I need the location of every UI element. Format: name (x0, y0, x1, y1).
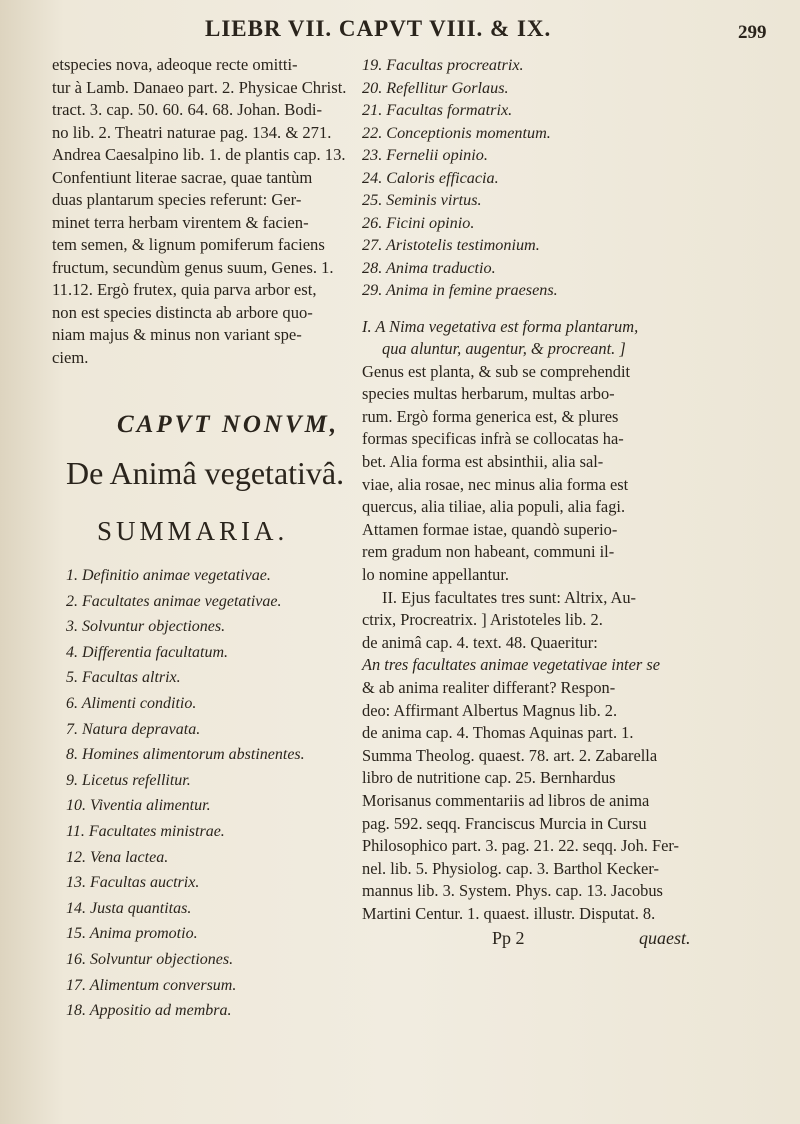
summary-item: 12. Vena lactea. (66, 848, 169, 866)
text-line: ctrix, Procreatrix. ] Aristoteles lib. 2. (362, 610, 603, 630)
summary-item: 3. Solvuntur objectiones. (66, 618, 226, 636)
summary-item: 11. Facultates ministrae. (66, 822, 225, 840)
page-footer (362, 926, 772, 950)
text-line: no lib. 2. Theatri naturae pag. 134. & 271. (52, 122, 332, 142)
text-line: lo nomine appellantur. (362, 565, 510, 585)
summary-item: 28. Anima traductio. (362, 258, 496, 277)
summary-item: 29. Anima in femine praesens. (362, 281, 558, 299)
left-column (52, 54, 352, 1024)
summary-item: 17. Alimentum conversum. (66, 976, 237, 994)
summary-item: 4. Differentia facultatum. (66, 643, 229, 661)
text-line: fructum, secundùm genus suum, Genes. 1. (52, 257, 334, 277)
running-head: LIEBR VII. CAPVT VIII. & IX. (205, 16, 552, 41)
summary-item: 10. Viventia alimentur. (66, 797, 211, 815)
text-line: duas plantarum species referunt: Ger- (52, 190, 302, 209)
text-line: viae, alia rosae, nec minus alia forma est (362, 474, 629, 494)
gap (362, 302, 772, 316)
text-line: tem semen, & lignum pomiferum faciens (52, 235, 325, 254)
text-line: mannus lib. 3. System. Phys. cap. 13. Jacobus (362, 881, 663, 901)
continued-text (52, 54, 352, 369)
text-line: An tres facultates animae vegetativae inter se (362, 655, 660, 675)
summary-item: 15. Anima promotio. (66, 925, 198, 943)
body-text (362, 316, 772, 926)
text-line: I. A Nima vegetativa est forma plantarum, (362, 316, 639, 336)
text-line: libro de nutritione cap. 25. Bernhardus (362, 768, 616, 788)
summary-item: 23. Fernelii opinio. (362, 146, 488, 164)
page-number: 299 (738, 22, 767, 43)
text-line: qua aluntur, augentur, & procreant. ] (382, 339, 626, 359)
chapter-subtitle: De Animâ vegetativâ. (66, 455, 345, 491)
text-line: tur à Lamb. Danaeo part. 2. Physicae Christ. (52, 77, 347, 97)
summary-item: 21. Facultas formatrix. (362, 101, 513, 119)
text-line: bet. Alia forma est absinthii, alia sal- (362, 452, 604, 472)
text-line: Attamen formae istae, quandò superio- (362, 519, 618, 539)
summary-list (52, 563, 352, 1024)
text-line: ciem. (52, 347, 89, 367)
text-line: Andrea Caesalpino lib. 1. de plantis cap. 13. (52, 145, 346, 164)
text-line: 11.12. Ergò frutex, quia parva arbor est, (52, 280, 317, 299)
summary-item: 7. Natura depravata. (66, 720, 201, 738)
summary-item: 9. Licetus refellitur. (66, 771, 191, 789)
summary-item: 26. Ficini opinio. (362, 213, 475, 232)
text-line: formas specificas infrà se collocatas ha- (362, 429, 624, 449)
text-line: rum. Ergò forma generica est, & plures (362, 406, 619, 426)
text-line: de animâ cap. 4. text. 48. Quaeritur: (362, 632, 598, 652)
page-header (0, 14, 800, 54)
text-line: de anima cap. 4. Thomas Aquinas part. 1. (362, 723, 634, 743)
summary-item: 2. Facultates animae vegetativae. (66, 592, 282, 610)
summary-item: 1. Definitio animae vegetativae. (66, 567, 271, 584)
summary-heading: SUMMARIA. (97, 516, 289, 546)
summary-item: 18. Appositio ad membra. (66, 1002, 232, 1020)
summary-list-continued (362, 54, 772, 302)
summary-item: 14. Justa quantitas. (66, 899, 192, 917)
summary-item: 13. Facultas auctrix. (66, 874, 200, 892)
summary-item: 19. Facultas procreatrix. (362, 56, 524, 74)
signature-mark: Pp 2 (492, 927, 525, 948)
text-line: II. Ejus facultates tres sunt: Altrix, Au- (382, 587, 637, 607)
text-line: minet terra herbam virentem & facien- (52, 212, 309, 232)
text-line: Philosophico part. 3. pag. 21. 22. seqq. Joh. Fer- (362, 836, 679, 856)
summary-item: 16. Solvuntur objectiones. (66, 950, 234, 968)
text-line: Morisanus commentariis ad libros de anima (362, 790, 650, 810)
text-line: Martini Centur. 1. quaest. illustr. Disputat. 8. (362, 903, 656, 923)
summary-item: 5. Facultas altrix. (66, 669, 181, 687)
summary-item: 6. Alimenti conditio. (66, 694, 197, 712)
text-line: Summa Theolog. quaest. 78. art. 2. Zabarella (362, 745, 658, 765)
summary-item: 25. Seminis virtus. (362, 191, 482, 209)
chapter-title: CAPVT NONVM, (117, 411, 340, 438)
summary-item: 8. Homines alimentorum abstinentes. (66, 746, 305, 764)
summary-item: 20. Refellitur Gorlaus. (362, 78, 509, 97)
text-line: Confentiunt literae sacrae, quae tantùm (52, 167, 313, 187)
text-line: Genus est planta, & sub se comprehendit (362, 361, 631, 381)
text-line: deo: Affirmant Albertus Magnus lib. 2. (362, 700, 618, 720)
text-line: etspecies nova, adeoque recte omitti- (52, 55, 298, 74)
text-line: rem gradum non habeant, communi il- (362, 542, 615, 562)
text-line: species multas herbarum, multas arbo- (362, 384, 615, 404)
catchword: quaest. (639, 927, 691, 948)
text-line: tract. 3. cap. 50. 60. 64. 68. Johan. Bodi- (52, 100, 323, 119)
text-line: & ab anima realiter differant? Respon- (362, 678, 616, 697)
summary-item: 24. Caloris efficacia. (362, 168, 499, 187)
text-line: niam majus & minus non variant spe- (52, 325, 302, 344)
right-column (362, 54, 772, 950)
text-line: pag. 592. seqq. Franciscus Murcia in Cursu (362, 813, 647, 833)
text-line: non est species distincta ab arbore quo- (52, 302, 313, 322)
summary-item: 27. Aristotelis testimonium. (362, 236, 540, 254)
summary-item: 22. Conceptionis momentum. (362, 123, 551, 142)
text-line: nel. lib. 5. Physiolog. cap. 3. Barthol Kecker- (362, 858, 659, 878)
text-line: quercus, alia tiliae, alia populi, alia fagi. (362, 497, 626, 517)
